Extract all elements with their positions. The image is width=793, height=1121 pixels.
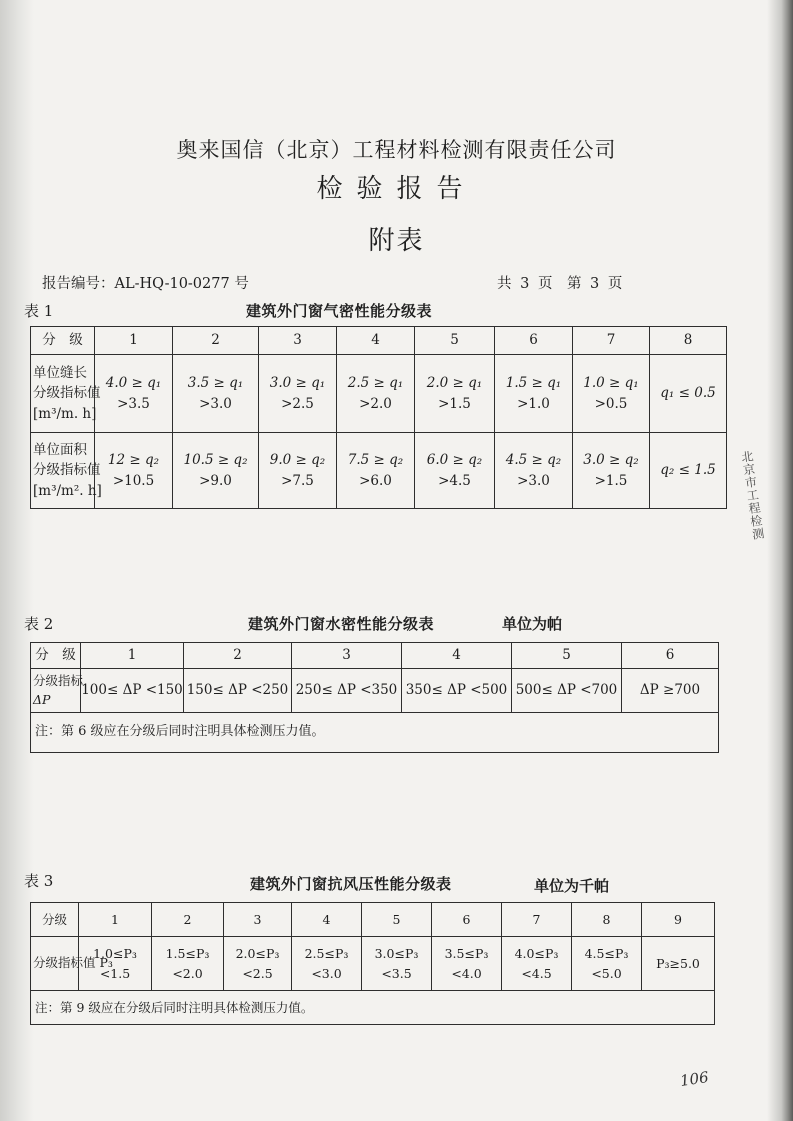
cell-line: <4.0 [451,965,482,981]
table1-grade: 5 [415,327,495,355]
table2-row-head [31,669,84,713]
table2-cell: 500≤ ΔP <700 [512,669,622,713]
cell-line: <3.5 [381,965,412,981]
table3-value-row [31,937,715,991]
handwritten-page-number: 106 [678,1068,710,1090]
table3-cell [292,937,362,991]
report-title: 检验报告 [316,174,477,204]
airtightness-table [30,326,727,509]
table1-row1-head [31,355,101,433]
head-line: [m³/m. h] [33,405,97,422]
cell-line: 2.0≤P₃ [235,946,280,962]
cell-line: >2.5 [281,395,314,412]
table1-cell [650,355,727,433]
cell-line: 4.5 ≥ q₂ [505,451,562,468]
table2-note-row [31,713,719,753]
cell-line: <5.0 [591,965,622,981]
table1-cell [337,433,415,509]
table2-grade: 1 [81,643,184,669]
table1-grade-head: 分 级 [31,327,95,355]
cell-line: 1.0 ≥ q₁ [583,374,639,391]
table3-grade: 2 [152,903,224,937]
table1-grade: 2 [173,327,259,355]
cell-line: 2.0 ≥ q₁ [426,374,483,391]
table1-cell [259,433,337,509]
cell-line: 4.0 ≥ q₁ [105,374,162,391]
cell-line: >7.5 [281,472,314,489]
table2-cell: 100≤ ΔP <150 [81,669,184,713]
annex-title: 附表 [368,226,425,256]
cell-line: >3.5 [117,395,150,412]
cell-line: <4.5 [521,965,552,981]
head-line: 分级指标值 [33,462,101,479]
cell-line: q₂ ≤ 1.5 [660,462,716,479]
cell-line: 10.5 ≥ q₂ [183,451,248,468]
table1-label: 表 1 [24,302,54,320]
head-line: ΔP [33,691,51,707]
cell-line: 1.5≤P₃ [165,946,210,962]
head-line: 分级指标 [33,672,84,688]
cell-line: >6.0 [359,472,392,489]
cell-line: P₃≥5.0 [656,955,700,971]
table1-cell [573,355,650,433]
cell-line: >3.0 [517,472,550,489]
table3-cell [362,937,432,991]
table1-cell [259,355,337,433]
table1-caption: 建筑外门窗气密性能分级表 [246,302,433,320]
table3-note-row [31,991,715,1025]
table3-note: 注：第 9 级应在分级后同时注明具体检测压力值。 [31,991,715,1025]
table2-cell: ΔP ≥700 [622,669,719,713]
cell-line: 3.0 ≥ q₂ [583,451,639,468]
cell-line: 9.0 ≥ q₂ [269,451,326,468]
table1-grade: 3 [259,327,337,355]
table2-caption: 建筑外门窗水密性能分级表 [248,615,435,633]
table2-grade: 6 [622,643,719,669]
table1-row-area [31,433,727,509]
table2-grade-head: 分 级 [31,643,81,669]
table3-row-head: 分级指标值 P₃ [31,937,79,991]
table1-row-length [31,355,727,433]
head-line: 单位缝长 [33,365,87,382]
cell-line: 1.0≤P₃ [93,946,137,962]
head-line: [m³/m². h] [33,482,102,499]
cell-line: <3.0 [311,965,342,981]
table3-grade: 1 [79,903,152,937]
table3-grade: 3 [224,903,292,937]
cell-line: 12 ≥ q₂ [107,451,160,468]
cell-line: >0.5 [594,395,628,412]
seal-stamp: 北京市工程检测 [739,449,766,542]
table3-grade: 4 [292,903,362,937]
cell-line: 7.5 ≥ q₂ [347,451,404,468]
table3-cell [642,937,715,991]
cell-line: <2.5 [242,965,273,981]
table1-grade: 1 [95,327,173,355]
table2-cell: 350≤ ΔP <500 [402,669,512,713]
table2-note: 注：第 6 级应在分级后同时注明具体检测压力值。 [31,713,719,753]
cell-line: 3.5≤P₃ [444,946,489,962]
cell-line: >3.0 [199,395,232,412]
cell-line: >2.0 [359,395,392,412]
table1-cell [495,355,573,433]
table1-cell [95,433,173,509]
cell-line: >1.0 [517,395,550,412]
table3-label: 表 3 [24,872,54,890]
table3-cell [152,937,224,991]
cell-line: 1.5 ≥ q₁ [505,374,562,391]
cell-line: q₁ ≤ 0.5 [660,385,716,402]
page-count: 共 3 页 第 3 页 [497,276,623,292]
table2-value-row [31,669,719,713]
table1-grade-row [31,327,727,355]
cell-line: >4.5 [438,472,471,489]
table1-cell [415,433,495,509]
cell-line: 4.5≤P₃ [584,946,629,962]
table2-grade: 4 [402,643,512,669]
cell-line: >9.0 [199,472,232,489]
table1-grade: 6 [495,327,573,355]
table1-grade: 8 [650,327,727,355]
table2-label: 表 2 [24,615,54,633]
table1-cell [337,355,415,433]
cell-line: 2.5≤P₃ [304,946,349,962]
table3-unit: 单位为千帕 [534,877,610,895]
table1-cell [415,355,495,433]
table1-cell [495,433,573,509]
company-name: 奥来国信（北京）工程材料检测有限责任公司 [176,138,617,162]
cell-line: <1.5 [99,965,131,981]
cell-line: >1.5 [438,395,471,412]
wind-pressure-table [30,902,715,1025]
cell-line: 3.0 ≥ q₁ [269,374,326,391]
report-number: 报告编号：AL-HQ-10-0277 号 [42,276,249,292]
table3-cell [572,937,642,991]
table1-grade: 7 [573,327,650,355]
table2-unit: 单位为帕 [502,615,563,633]
cell-line: >1.5 [594,472,628,489]
head-line: 分级指标值 [33,385,101,402]
table2-cell: 250≤ ΔP <350 [292,669,402,713]
cell-line: <2.0 [172,965,203,981]
table1-row2-head [31,433,102,509]
table3-grade-head: 分级 [31,903,79,937]
table1-cell [573,433,650,509]
watertightness-table [30,642,719,753]
cell-line: 2.5 ≥ q₁ [347,374,404,391]
table1-cell [173,355,259,433]
cell-line: 3.5 ≥ q₁ [187,374,244,391]
cell-line: 4.0≤P₃ [514,946,559,962]
table3-cell [224,937,292,991]
cell-line: 6.0 ≥ q₂ [426,451,483,468]
table1-cell [650,433,727,509]
table2-grade: 3 [292,643,402,669]
table3-caption: 建筑外门窗抗风压性能分级表 [250,875,452,893]
table1-cell [173,433,259,509]
table3-cell [502,937,572,991]
table1-grade: 4 [337,327,415,355]
table3-cell [432,937,502,991]
table2-grade: 5 [512,643,622,669]
table3-grade: 6 [432,903,502,937]
table2-grade-row [31,643,719,669]
table3-grade: 5 [362,903,432,937]
head-line: 单位面积 [33,442,87,459]
table1-cell [95,355,173,433]
cell-line: >10.5 [112,472,155,489]
table3-grade: 8 [572,903,642,937]
table3-grade: 7 [502,903,572,937]
cell-line: 3.0≤P₃ [374,946,419,962]
table3-grade: 9 [642,903,715,937]
table2-grade: 2 [184,643,292,669]
table3-grade-row [31,903,715,937]
table2-cell: 150≤ ΔP <250 [184,669,292,713]
